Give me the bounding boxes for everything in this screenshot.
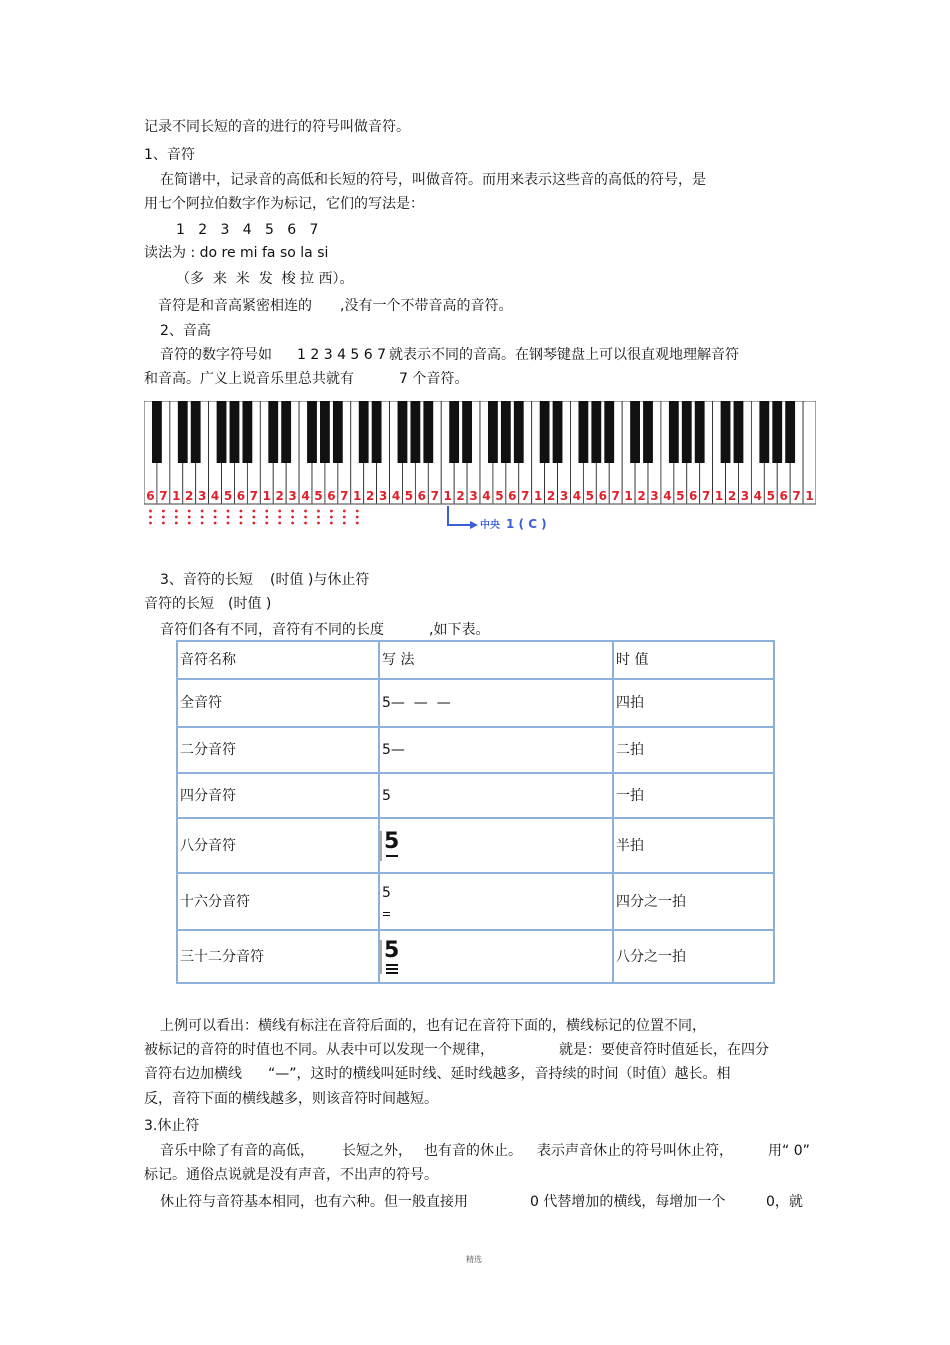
note-digit: 5 bbox=[384, 937, 400, 963]
black-key bbox=[514, 401, 524, 463]
note-notation: 5— bbox=[379, 727, 613, 773]
rest-heading: 3.休止符 bbox=[144, 1118, 200, 1134]
key-number: 4 bbox=[391, 489, 401, 503]
octave-dot bbox=[291, 510, 294, 513]
black-key bbox=[281, 401, 291, 463]
black-key bbox=[307, 401, 317, 463]
octave-dot bbox=[149, 510, 152, 513]
black-key bbox=[449, 401, 459, 463]
section-3-heading: 3、音符的长短 bbox=[160, 572, 253, 588]
key-number: 6 bbox=[508, 489, 517, 503]
middle-c-label: 中央 bbox=[480, 520, 500, 531]
reading-line: 读法为 : do re mi fa so la si bbox=[144, 245, 329, 261]
octave-dot bbox=[317, 516, 320, 519]
octave-dot bbox=[227, 510, 230, 513]
paragraph-line: 表示声音休止的符号叫休止符， bbox=[537, 1143, 733, 1159]
octave-dot bbox=[149, 522, 152, 525]
underline-mark bbox=[383, 912, 390, 913]
paragraph-line: 被标记的音符的时值也不同。从表中可以发现一个规律， bbox=[144, 1042, 494, 1058]
black-key bbox=[721, 401, 731, 463]
key-number: 7 bbox=[430, 489, 439, 503]
black-key bbox=[682, 401, 692, 463]
octave-dot bbox=[278, 516, 281, 519]
table-row bbox=[177, 818, 774, 873]
key-number: 2 bbox=[637, 489, 646, 503]
section-2-heading: 2、音高 bbox=[160, 323, 211, 339]
key-number: 5 bbox=[766, 489, 775, 503]
note-notation bbox=[379, 873, 613, 930]
octave-dot bbox=[227, 516, 230, 519]
octave-dot bbox=[240, 522, 243, 525]
key-number: 1 bbox=[443, 489, 452, 503]
octave-dot bbox=[175, 510, 178, 513]
black-key bbox=[191, 401, 201, 463]
intro-line: 记录不同长短的音的进行的符号叫做音符。 bbox=[144, 119, 410, 135]
underline-mark bbox=[386, 972, 398, 974]
key-number: 6 bbox=[598, 489, 607, 503]
octave-dot bbox=[252, 510, 255, 513]
black-key bbox=[734, 401, 744, 463]
key-number: 3 bbox=[378, 489, 388, 503]
key-number: 4 bbox=[753, 489, 763, 503]
octave-dot bbox=[291, 516, 294, 519]
paragraph-line: 7 个音符。 bbox=[399, 371, 469, 387]
page-footer: 精选 bbox=[466, 1255, 482, 1264]
octave-dot bbox=[162, 516, 165, 519]
note-notation bbox=[379, 930, 613, 983]
note-value: 半拍 bbox=[613, 818, 774, 873]
table-row bbox=[177, 727, 774, 773]
black-key bbox=[772, 401, 782, 463]
piano-keyboard-figure bbox=[144, 401, 816, 531]
note-value: 四拍 bbox=[613, 679, 774, 727]
octave-dot bbox=[291, 522, 294, 525]
paragraph-line: 音乐中除了有音的高低， bbox=[160, 1143, 314, 1159]
key-number: 1 bbox=[805, 489, 814, 503]
black-key bbox=[152, 401, 162, 463]
octave-dot bbox=[188, 510, 191, 513]
black-key bbox=[578, 401, 588, 463]
key-number: 5 bbox=[314, 489, 323, 503]
key-number: 3 bbox=[469, 489, 478, 503]
black-key bbox=[643, 401, 653, 463]
key-number: 4 bbox=[572, 489, 582, 503]
octave-dot bbox=[188, 516, 191, 519]
octave-dot bbox=[317, 510, 320, 513]
black-key bbox=[630, 401, 640, 463]
key-number: 2 bbox=[456, 489, 465, 503]
key-number: 2 bbox=[546, 489, 556, 503]
octave-dot bbox=[201, 522, 204, 525]
octave-dot bbox=[252, 516, 255, 519]
key-number: 1 bbox=[624, 489, 633, 503]
key-number: 6 bbox=[146, 489, 155, 503]
subheading: (时值 ) bbox=[228, 596, 272, 612]
middle-c-note: 1 ( C ) bbox=[506, 517, 547, 531]
black-key bbox=[553, 401, 563, 463]
octave-dot bbox=[265, 510, 268, 513]
key-number: 6 bbox=[417, 489, 427, 503]
solfege-chinese-line: （多 来 米 发 梭 拉 西）。 bbox=[176, 271, 354, 287]
paragraph-line: 0 代替增加的横线，每增加一个 bbox=[530, 1194, 726, 1210]
sixteenth-note-symbol bbox=[382, 882, 402, 922]
numeral-list: 1 2 3 4 5 6 7 bbox=[176, 222, 319, 238]
table-row bbox=[177, 773, 774, 818]
key-number: 5 bbox=[223, 489, 233, 503]
octave-dot bbox=[304, 516, 307, 519]
octave-dot bbox=[149, 516, 152, 519]
key-number: 6 bbox=[779, 489, 788, 503]
octave-dot bbox=[304, 510, 307, 513]
key-number: 1 bbox=[172, 489, 181, 503]
black-key bbox=[398, 401, 408, 463]
paragraph-line: 用“ 0” bbox=[768, 1143, 810, 1159]
paragraph-line: 长短之外， bbox=[342, 1143, 412, 1159]
black-key bbox=[268, 401, 278, 463]
black-key bbox=[372, 401, 382, 463]
black-key bbox=[242, 401, 252, 463]
octave-dot bbox=[343, 510, 346, 513]
note-name: 八分音符 bbox=[177, 818, 379, 873]
key-number: 6 bbox=[327, 489, 336, 503]
key-number: 2 bbox=[727, 489, 737, 503]
section-3-heading: (时值 )与休止符 bbox=[270, 572, 370, 588]
key-number: 5 bbox=[404, 489, 414, 503]
octave-dot bbox=[175, 522, 178, 525]
header-cell: 写 法 bbox=[379, 641, 613, 679]
key-number: 1 bbox=[533, 489, 543, 503]
paragraph-line: 音符是和音高紧密相连的 bbox=[158, 298, 312, 314]
key-number: 1 bbox=[714, 489, 724, 503]
table-row bbox=[177, 930, 774, 983]
octave-dot bbox=[214, 522, 217, 525]
paragraph-line: 反，音符下面的横线越多，则该音符时间越短。 bbox=[144, 1091, 438, 1107]
note-name: 四分音符 bbox=[177, 773, 379, 818]
key-number: 1 bbox=[353, 489, 362, 503]
black-key bbox=[488, 401, 498, 463]
octave-dot bbox=[240, 516, 243, 519]
black-key bbox=[695, 401, 705, 463]
table-header-row bbox=[177, 641, 774, 679]
black-key bbox=[540, 401, 550, 463]
black-key bbox=[604, 401, 614, 463]
paragraph-line: ,没有一个不带音高的音符。 bbox=[340, 298, 513, 314]
table-row bbox=[177, 679, 774, 727]
note-notation: 5 bbox=[379, 773, 613, 818]
note-value: 八分之一拍 bbox=[613, 930, 774, 983]
octave-dot bbox=[201, 516, 204, 519]
key-number: 3 bbox=[650, 489, 659, 503]
key-number: 7 bbox=[249, 489, 259, 503]
black-key bbox=[178, 401, 188, 463]
key-number: 4 bbox=[210, 489, 220, 503]
octave-dot bbox=[304, 522, 307, 525]
key-number: 7 bbox=[701, 489, 711, 503]
black-key bbox=[320, 401, 330, 463]
key-number: 6 bbox=[689, 489, 698, 503]
octave-dot bbox=[343, 516, 346, 519]
key-number: 2 bbox=[365, 489, 375, 503]
paragraph-line: 标记。通俗点说就是没有声音，不出声的符号。 bbox=[144, 1167, 438, 1183]
piano-keyboard bbox=[144, 401, 816, 531]
octave-dot bbox=[330, 510, 333, 513]
octave-dot bbox=[330, 516, 333, 519]
octave-dot bbox=[214, 510, 217, 513]
key-number: 2 bbox=[275, 489, 284, 503]
octave-dot bbox=[343, 522, 346, 525]
paragraph-line: 也有音的休止。 bbox=[424, 1143, 522, 1159]
black-key bbox=[410, 401, 420, 463]
octave-dot bbox=[201, 510, 204, 513]
black-key bbox=[501, 401, 511, 463]
key-number: 7 bbox=[340, 489, 349, 503]
black-key bbox=[359, 401, 369, 463]
octave-dot bbox=[356, 516, 359, 519]
note-value: 四分之一拍 bbox=[613, 873, 774, 930]
underline-mark bbox=[386, 855, 398, 857]
paragraph-line: 在简谱中，记录音的高低和长短的符号，叫做音符。而用来表示这些音的高低的符号，是 bbox=[160, 172, 706, 188]
key-number: 6 bbox=[236, 489, 246, 503]
section-1-heading: 1、音符 bbox=[144, 147, 195, 163]
octave-dot bbox=[175, 516, 178, 519]
octave-dot bbox=[265, 522, 268, 525]
underline-mark bbox=[383, 915, 390, 916]
header-cell: 音符名称 bbox=[177, 641, 379, 679]
octave-dot bbox=[317, 522, 320, 525]
key-number: 5 bbox=[676, 489, 685, 503]
key-number: 3 bbox=[288, 489, 297, 503]
table-row bbox=[177, 873, 774, 930]
octave-dot bbox=[356, 510, 359, 513]
note-name: 全音符 bbox=[177, 679, 379, 727]
black-key bbox=[462, 401, 472, 463]
paragraph-line: 音符右边加横线 bbox=[144, 1066, 242, 1082]
black-key bbox=[591, 401, 601, 463]
paragraph-line: 0，就 bbox=[766, 1194, 803, 1210]
header-cell: 时 值 bbox=[613, 641, 774, 679]
paragraph-line: 用七个阿拉伯数字作为标记，它们的写法是： bbox=[144, 196, 424, 212]
eighth-note-symbol bbox=[380, 828, 404, 861]
thirty-second-note-symbol bbox=[380, 937, 404, 974]
paragraph-line: 和音高。广义上说音乐里总共就有 bbox=[144, 371, 354, 387]
note-value: 二拍 bbox=[613, 727, 774, 773]
black-key bbox=[785, 401, 795, 463]
key-number: 7 bbox=[521, 489, 530, 503]
subheading: 音符的长短 bbox=[144, 596, 214, 612]
key-number: 7 bbox=[792, 489, 801, 503]
note-name: 二分音符 bbox=[177, 727, 379, 773]
octave-dot bbox=[356, 522, 359, 525]
key-number: 5 bbox=[585, 489, 595, 503]
key-number: 3 bbox=[559, 489, 569, 503]
octave-dot bbox=[162, 510, 165, 513]
octave-dot bbox=[278, 522, 281, 525]
key-number: 5 bbox=[495, 489, 504, 503]
note-notation bbox=[379, 818, 613, 873]
note-notation: 5— — — bbox=[379, 679, 613, 727]
note-duration-table bbox=[176, 640, 775, 984]
key-number: 7 bbox=[611, 489, 620, 503]
octave-dot bbox=[188, 522, 191, 525]
black-key bbox=[759, 401, 769, 463]
note-value: 一拍 bbox=[613, 773, 774, 818]
black-key bbox=[230, 401, 240, 463]
octave-dot bbox=[265, 516, 268, 519]
paragraph-line: 就表示不同的音高。在钢琴键盘上可以很直观地理解音符 bbox=[389, 347, 739, 363]
key-number: 7 bbox=[159, 489, 168, 503]
underline-mark bbox=[386, 968, 398, 970]
black-key bbox=[333, 401, 343, 463]
paragraph-line: 休止符与音符基本相同，也有六种。但一般直接用 bbox=[160, 1194, 468, 1210]
key-number: 4 bbox=[301, 489, 310, 503]
black-key bbox=[423, 401, 433, 463]
octave-dot bbox=[330, 522, 333, 525]
paragraph-line: 就是：要使音符时值延长，在四分 bbox=[559, 1042, 769, 1058]
note-name: 三十二分音符 bbox=[177, 930, 379, 983]
paragraph-line: 1 2 3 4 5 6 7 bbox=[297, 347, 387, 363]
paragraph-line: 上例可以看出：横线有标注在音符后面的，也有记在音符下面的，横线标记的位置不同， bbox=[160, 1018, 706, 1034]
octave-dot bbox=[240, 510, 243, 513]
black-key bbox=[669, 401, 679, 463]
octave-dot bbox=[214, 516, 217, 519]
octave-dot bbox=[252, 522, 255, 525]
octave-dot bbox=[278, 510, 281, 513]
note-digit: 5 bbox=[382, 884, 391, 901]
black-key bbox=[217, 401, 227, 463]
paragraph-line: “—”，这时的横线叫延时线、延时线越多，音持续的时间（时值）越长。相 bbox=[268, 1066, 731, 1082]
paragraph-line: ,如下表。 bbox=[429, 622, 490, 638]
octave-dot bbox=[162, 522, 165, 525]
key-number: 2 bbox=[185, 489, 194, 503]
key-number: 4 bbox=[482, 489, 491, 503]
note-digit: 5 bbox=[384, 828, 400, 854]
key-number: 1 bbox=[262, 489, 271, 503]
paragraph-line: 音符们各有不同，音符有不同的长度 bbox=[160, 622, 384, 638]
key-number: 4 bbox=[663, 489, 672, 503]
underline-mark bbox=[386, 964, 398, 966]
key-number: 3 bbox=[197, 489, 207, 503]
key-number: 3 bbox=[740, 489, 750, 503]
note-name: 十六分音符 bbox=[177, 873, 379, 930]
paragraph-line: 音符的数字符号如 bbox=[160, 347, 272, 363]
octave-dot bbox=[227, 522, 230, 525]
